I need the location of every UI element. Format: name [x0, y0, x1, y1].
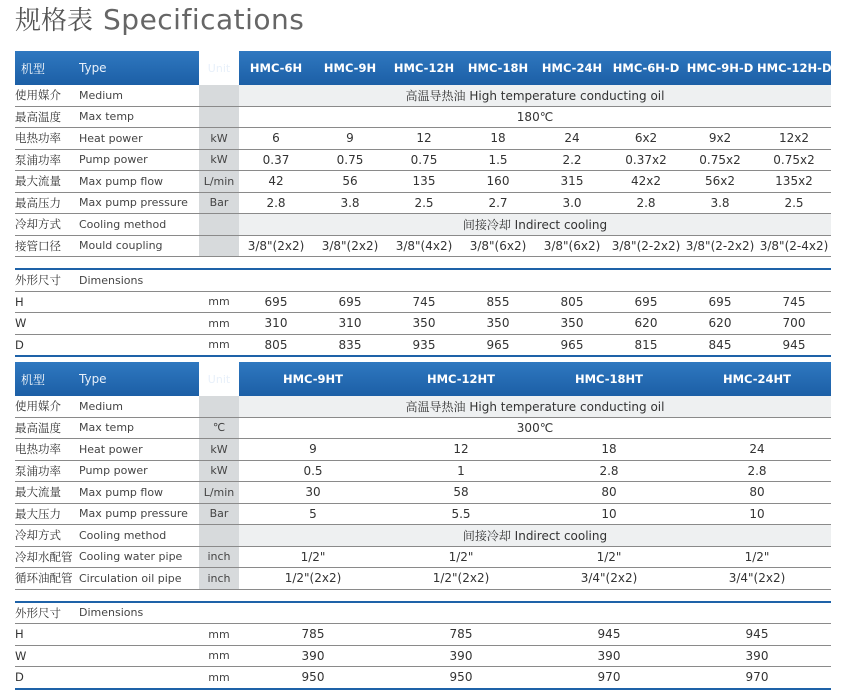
cell: 310 [239, 313, 313, 335]
row-value: 180℃ [239, 106, 831, 128]
table-row [15, 396, 831, 417]
table-row [15, 106, 831, 128]
row-label-en: Circulation oil pipe [79, 568, 199, 590]
cell: 2.7 [461, 192, 535, 214]
table-row [15, 235, 831, 257]
row-label-en: Heat power [79, 128, 199, 150]
table-row [15, 503, 831, 525]
cell: 1 [387, 460, 535, 482]
row-label-zh: 循环油配管 [15, 568, 79, 590]
row-label-zh: 使用媒介 [15, 396, 79, 417]
model-header: HMC-6H [239, 51, 313, 85]
cell: 815 [609, 334, 683, 356]
cell: 2.5 [387, 192, 461, 214]
table-row [15, 85, 831, 106]
cell: 950 [387, 667, 535, 689]
row-label-en: Medium [79, 85, 199, 106]
cell: 18 [461, 128, 535, 150]
table-header [15, 362, 831, 396]
cell: 855 [461, 291, 535, 313]
row-value: 300℃ [239, 417, 831, 439]
cell: 24 [535, 128, 609, 150]
cell: 3/8"(2-2x2) [683, 235, 757, 257]
cell: 3/8"(6x2) [461, 235, 535, 257]
row-unit: ℃ [199, 417, 239, 439]
cell: 350 [535, 313, 609, 335]
cell: 315 [535, 171, 609, 193]
row-label-en: Medium [79, 396, 199, 417]
row-label-zh: 冷却水配管 [15, 546, 79, 568]
dim-label: D [15, 334, 79, 356]
cell: 700 [757, 313, 831, 335]
row-label-zh: 最大流量 [15, 482, 79, 504]
model-header: HMC-12HT [387, 362, 535, 396]
cell: 1/2" [535, 546, 683, 568]
cell: 3/8"(2-4x2) [757, 235, 831, 257]
cell: 745 [387, 291, 461, 313]
row-label-zh: 最高压力 [15, 192, 79, 214]
cell: 390 [239, 645, 387, 667]
cell: 350 [387, 313, 461, 335]
row-unit [199, 85, 239, 106]
model-header: HMC-9H-D [683, 51, 757, 85]
cell: 56x2 [683, 171, 757, 193]
cell: 965 [461, 334, 535, 356]
cell: 2.8 [535, 460, 683, 482]
cell: 620 [609, 313, 683, 335]
cell: 1/2"(2x2) [239, 568, 387, 590]
row-unit: kW [199, 460, 239, 482]
cell: 58 [387, 482, 535, 504]
cell: 3/4"(2x2) [535, 568, 683, 590]
table-row [15, 482, 831, 504]
cell: 9 [239, 439, 387, 461]
cell: 390 [535, 645, 683, 667]
row-label-zh: 电热功率 [15, 439, 79, 461]
cell: 3/8"(4x2) [387, 235, 461, 257]
table-row [15, 128, 831, 150]
row-label-en: Max pump flow [79, 482, 199, 504]
table-row [15, 624, 831, 646]
row-label-en: Max pump pressure [79, 192, 199, 214]
dimensions-header [15, 602, 831, 624]
cell: 9x2 [683, 128, 757, 150]
row-label-zh: 冷却方式 [15, 525, 79, 547]
header-type-en: Type [79, 51, 199, 85]
spec-table-ht-series [15, 362, 831, 690]
cell: 24 [683, 439, 831, 461]
model-header: HMC-18H [461, 51, 535, 85]
dim-label: W [15, 313, 79, 335]
row-label-en: Pump power [79, 149, 199, 171]
cell: 695 [239, 291, 313, 313]
section-divider [15, 257, 831, 270]
cell: 3/8"(6x2) [535, 235, 609, 257]
cell: 695 [313, 291, 387, 313]
cell: 3.0 [535, 192, 609, 214]
model-header: HMC-18HT [535, 362, 683, 396]
cell: 3/8"(2x2) [239, 235, 313, 257]
cell: 10 [683, 503, 831, 525]
cell: 6x2 [609, 128, 683, 150]
cell: 3/8"(2x2) [313, 235, 387, 257]
row-label-zh: 冷却方式 [15, 214, 79, 236]
cell: 620 [683, 313, 757, 335]
cell: 5.5 [387, 503, 535, 525]
cell: 3.8 [313, 192, 387, 214]
row-label-zh: 接管口径 [15, 235, 79, 257]
dim-label: D [15, 667, 79, 689]
row-unit [199, 106, 239, 128]
cell: 9 [313, 128, 387, 150]
row-unit: mm [199, 313, 239, 335]
row-unit: kW [199, 128, 239, 150]
cell: 1/2"(2x2) [387, 568, 535, 590]
cell: 970 [683, 667, 831, 689]
row-unit: Bar [199, 503, 239, 525]
table-row [15, 460, 831, 482]
row-unit: kW [199, 439, 239, 461]
cell: 135x2 [757, 171, 831, 193]
row-value: 间接冷却 Indirect cooling [239, 214, 831, 236]
row-label-en: Max temp [79, 106, 199, 128]
spec-table-h-series [15, 51, 831, 357]
cell: 5 [239, 503, 387, 525]
cell: 135 [387, 171, 461, 193]
row-unit [199, 235, 239, 257]
title-en: Specifications [103, 3, 305, 36]
row-label-en: Pump power [79, 460, 199, 482]
table-row [15, 313, 831, 335]
header-type-zh: 机型 [15, 362, 79, 396]
cell: 0.37 [239, 149, 313, 171]
table-row [15, 149, 831, 171]
dim-label: H [15, 624, 79, 646]
row-unit [199, 396, 239, 417]
cell: 0.75x2 [683, 149, 757, 171]
cell: 945 [757, 334, 831, 356]
cell: 390 [387, 645, 535, 667]
cell: 3/4"(2x2) [683, 568, 831, 590]
cell: 785 [239, 624, 387, 646]
cell: 0.37x2 [609, 149, 683, 171]
table-row [15, 568, 831, 590]
table-row [15, 439, 831, 461]
cell: 695 [683, 291, 757, 313]
dim-label: W [15, 645, 79, 667]
row-label-en: Max temp [79, 417, 199, 439]
cell: 12 [387, 439, 535, 461]
row-label-en: Max pump pressure [79, 503, 199, 525]
row-unit: mm [199, 645, 239, 667]
cell: 835 [313, 334, 387, 356]
cell: 12 [387, 128, 461, 150]
row-label-en: Mould coupling [79, 235, 199, 257]
cell: 0.75x2 [757, 149, 831, 171]
row-value: 高温导热油 High temperature conducting oil [239, 85, 831, 106]
table-row [15, 192, 831, 214]
cell: 310 [313, 313, 387, 335]
row-label-zh: 最大流量 [15, 171, 79, 193]
dimensions-label-zh: 外形尺寸 [15, 269, 79, 291]
cell: 1/2" [239, 546, 387, 568]
row-label-zh: 泵浦功率 [15, 460, 79, 482]
title-zh: 规格表 [15, 6, 94, 36]
model-header: HMC-9H [313, 51, 387, 85]
row-label-zh: 最大压力 [15, 503, 79, 525]
cell: 0.75 [313, 149, 387, 171]
row-label-en: Cooling water pipe [79, 546, 199, 568]
row-label-en: Max pump flow [79, 171, 199, 193]
cell: 935 [387, 334, 461, 356]
model-header: HMC-6H-D [609, 51, 683, 85]
cell: 950 [239, 667, 387, 689]
row-unit: kW [199, 149, 239, 171]
page-title [15, 2, 304, 38]
row-unit [199, 214, 239, 236]
model-header: HMC-12H [387, 51, 461, 85]
cell: 945 [535, 624, 683, 646]
table-row [15, 546, 831, 568]
cell: 945 [683, 624, 831, 646]
row-label-zh: 最高温度 [15, 417, 79, 439]
cell: 1/2" [683, 546, 831, 568]
cell: 42x2 [609, 171, 683, 193]
cell: 56 [313, 171, 387, 193]
dimensions-header [15, 269, 831, 291]
row-label-en: Cooling method [79, 525, 199, 547]
cell: 695 [609, 291, 683, 313]
row-unit: Bar [199, 192, 239, 214]
table-row [15, 645, 831, 667]
row-unit: L/min [199, 171, 239, 193]
cell: 6 [239, 128, 313, 150]
header-type-zh: 机型 [15, 51, 79, 85]
cell: 0.5 [239, 460, 387, 482]
cell: 350 [461, 313, 535, 335]
cell: 18 [535, 439, 683, 461]
dimensions-label-zh: 外形尺寸 [15, 602, 79, 624]
table-row [15, 334, 831, 356]
cell: 80 [535, 482, 683, 504]
cell: 80 [683, 482, 831, 504]
table-row [15, 525, 831, 547]
cell: 970 [535, 667, 683, 689]
header-type-en: Type [79, 362, 199, 396]
cell: 2.5 [757, 192, 831, 214]
row-label-zh: 泵浦功率 [15, 149, 79, 171]
row-unit: inch [199, 568, 239, 590]
table-row [15, 171, 831, 193]
row-unit: inch [199, 546, 239, 568]
cell: 3.8 [683, 192, 757, 214]
cell: 30 [239, 482, 387, 504]
cell: 2.8 [609, 192, 683, 214]
cell: 0.75 [387, 149, 461, 171]
cell: 42 [239, 171, 313, 193]
table-row [15, 214, 831, 236]
section-divider [15, 589, 831, 602]
row-unit [199, 525, 239, 547]
row-label-zh: 最高温度 [15, 106, 79, 128]
cell: 785 [387, 624, 535, 646]
cell: 12x2 [757, 128, 831, 150]
table-row [15, 667, 831, 689]
cell: 160 [461, 171, 535, 193]
cell: 10 [535, 503, 683, 525]
cell: 3/8"(2-2x2) [609, 235, 683, 257]
row-unit: mm [199, 291, 239, 313]
row-unit: mm [199, 624, 239, 646]
cell: 1.5 [461, 149, 535, 171]
table-header [15, 51, 831, 85]
row-label-zh: 使用媒介 [15, 85, 79, 106]
row-label-en: Cooling method [79, 214, 199, 236]
cell: 805 [239, 334, 313, 356]
dimensions-label-en: Dimensions [79, 269, 199, 291]
model-header: HMC-24H [535, 51, 609, 85]
model-header: HMC-9HT [239, 362, 387, 396]
cell: 965 [535, 334, 609, 356]
cell: 390 [683, 645, 831, 667]
dim-label: H [15, 291, 79, 313]
row-unit: mm [199, 667, 239, 689]
row-unit: mm [199, 334, 239, 356]
cell: 1/2" [387, 546, 535, 568]
header-unit: Unit [207, 61, 231, 75]
table-row [15, 291, 831, 313]
table-row [15, 417, 831, 439]
cell: 2.8 [683, 460, 831, 482]
row-value: 高温导热油 High temperature conducting oil [239, 396, 831, 417]
cell: 845 [683, 334, 757, 356]
cell: 2.8 [239, 192, 313, 214]
row-label-en: Heat power [79, 439, 199, 461]
dimensions-label-en: Dimensions [79, 602, 199, 624]
row-value: 间接冷却 Indirect cooling [239, 525, 831, 547]
cell: 2.2 [535, 149, 609, 171]
model-header: HMC-12H-D [757, 51, 831, 85]
header-unit: Unit [207, 372, 231, 386]
model-header: HMC-24HT [683, 362, 831, 396]
cell: 805 [535, 291, 609, 313]
cell: 745 [757, 291, 831, 313]
row-unit: L/min [199, 482, 239, 504]
row-label-zh: 电热功率 [15, 128, 79, 150]
